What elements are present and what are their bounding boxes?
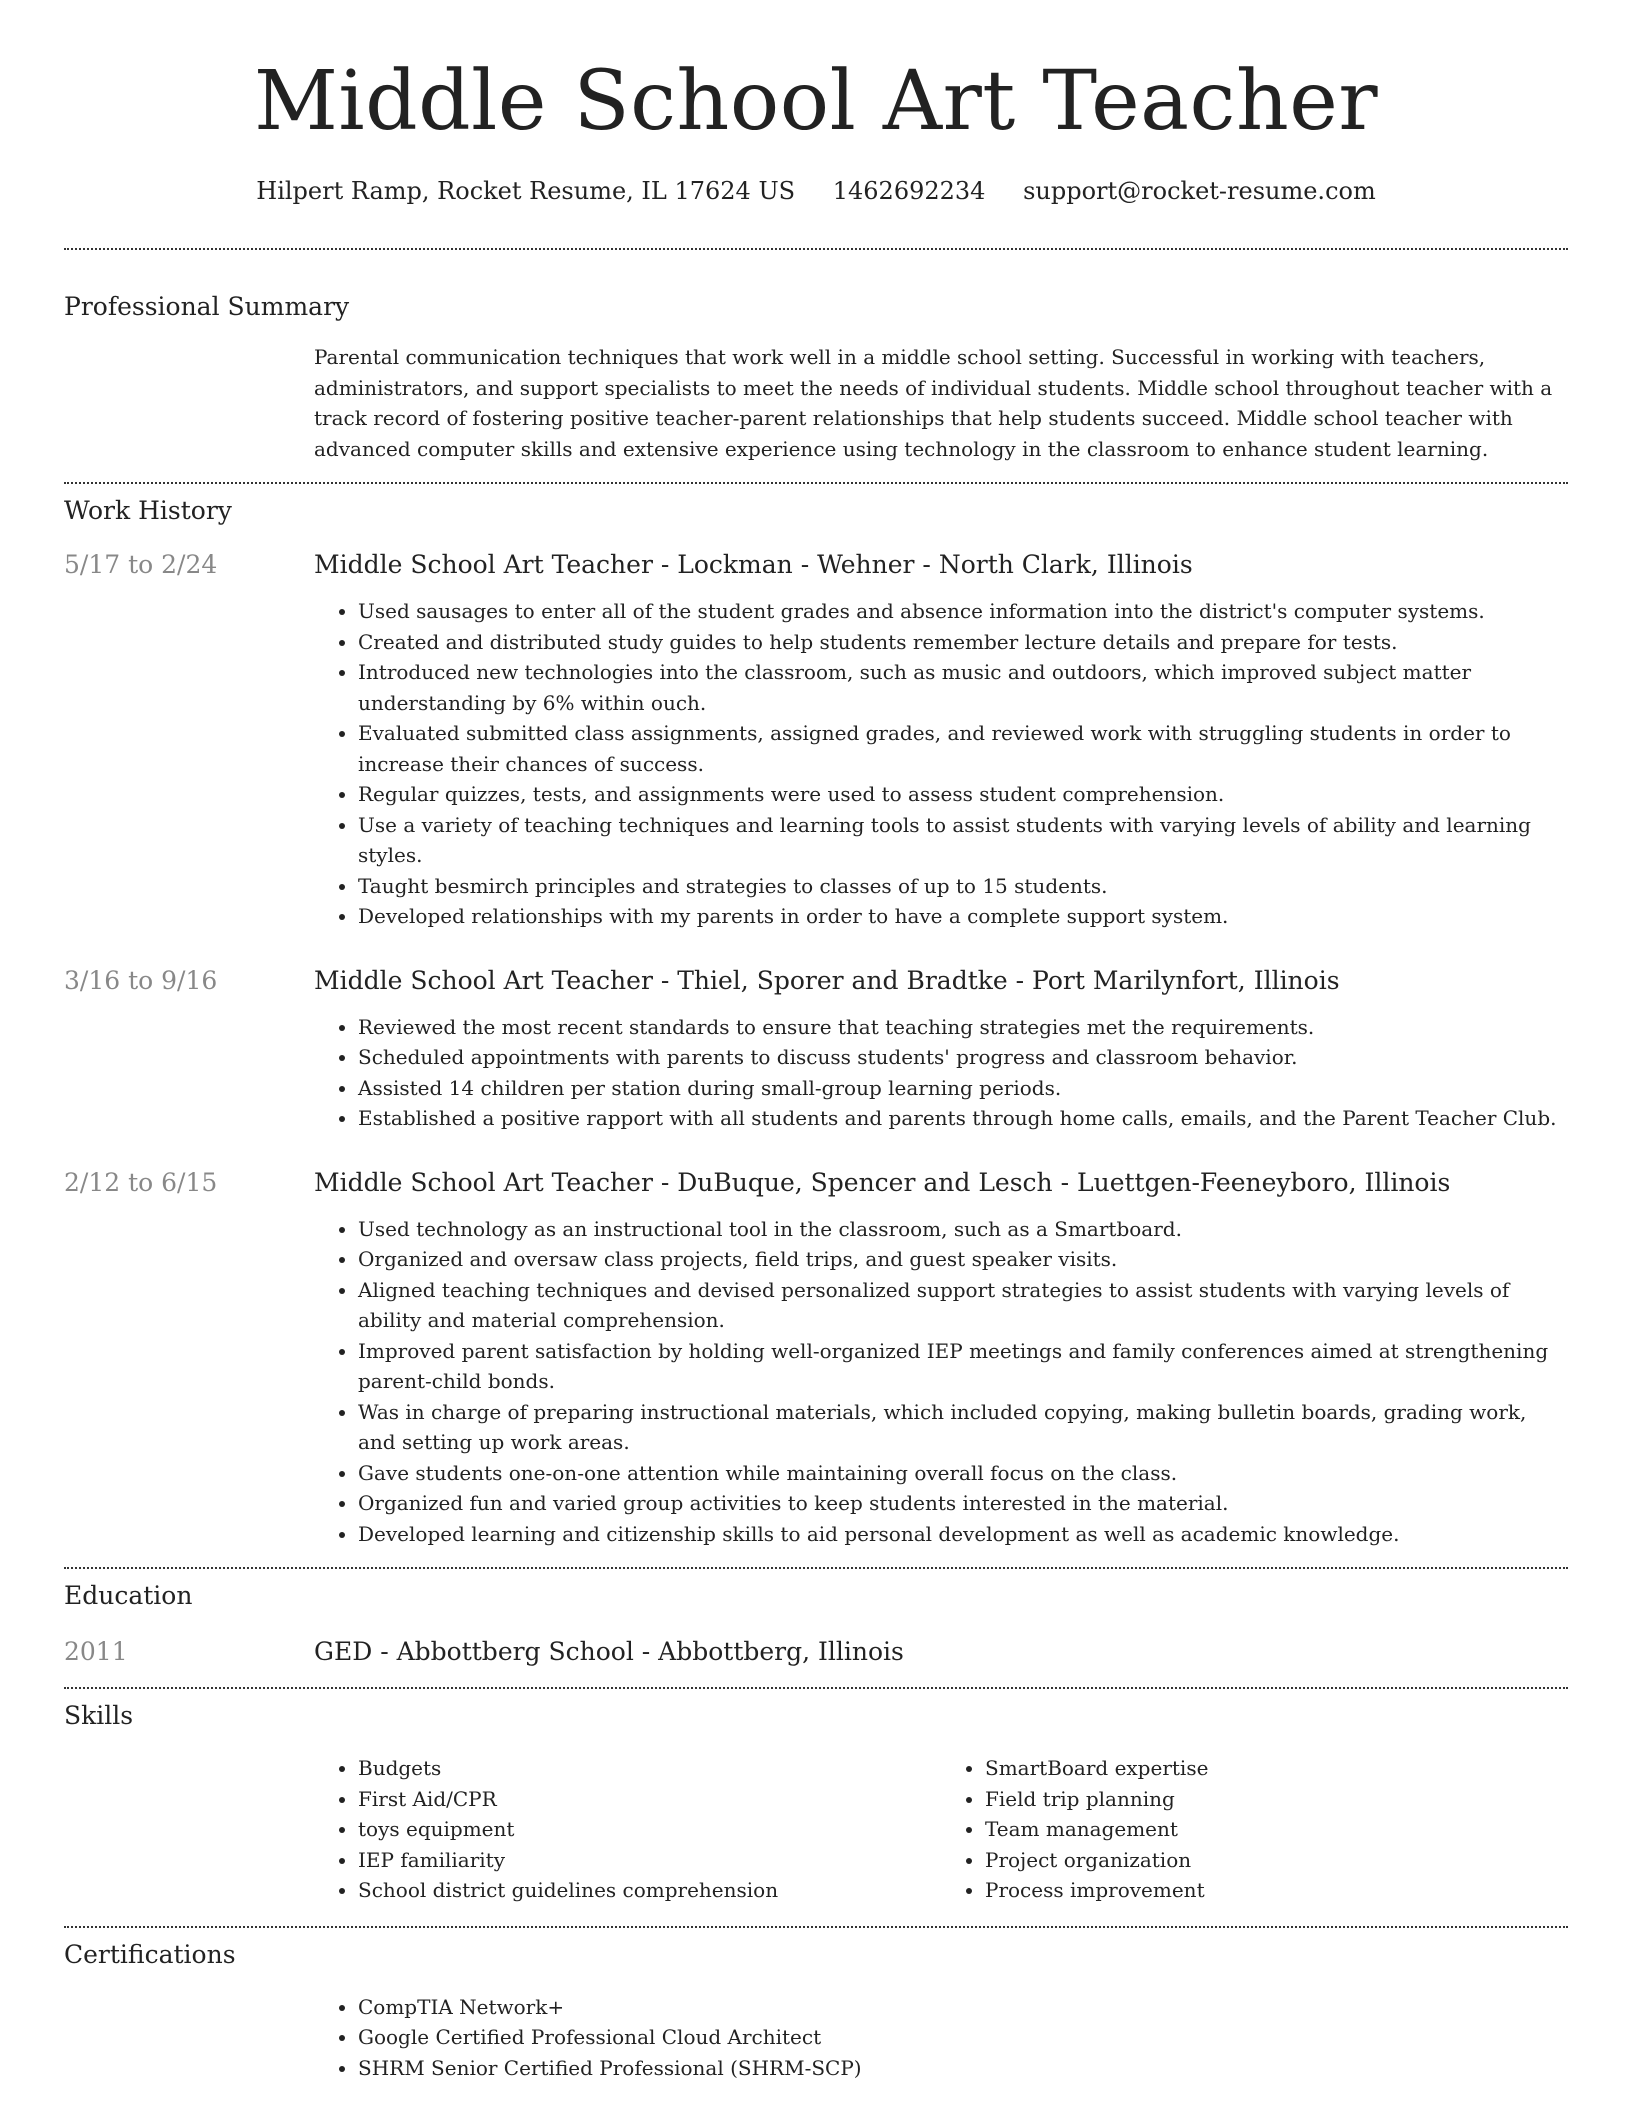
job-bullet: • Organized and oversaw class projects, field trips, and guest speaker visits.: [358, 1244, 1568, 1275]
skills-list-left: [314, 1753, 941, 1906]
skill-item: • IEP familiarity: [358, 1845, 941, 1876]
job-bullet: • Scheduled appointments with parents to discuss students' progress and classroom behavior.: [358, 1042, 1568, 1073]
job-entry: [64, 964, 1568, 1134]
job-dates: 5/17 to 2/24: [64, 550, 218, 579]
skill-item: • School district guidelines comprehension: [358, 1875, 941, 1906]
skill-item: • First Aid/CPR: [358, 1784, 941, 1815]
job-bullets: [314, 596, 1568, 932]
job-bullet: • Improved parent satisfaction by holding well-organized IEP meetings and family conferences aimed at strengthening parent-child bonds.: [358, 1336, 1568, 1397]
skill-item: • Team management: [985, 1814, 1568, 1845]
skills-list-right: [941, 1753, 1568, 1906]
section-title-education: Education: [64, 1581, 193, 1610]
contact-address: Hilpert Ramp, Rocket Resume, IL 17624 US: [256, 177, 796, 205]
summary-text: Parental communication techniques that work well in a middle school setting. Successful in working with teachers, administrators, and support specialists to meet the needs of individual students. Middle school throughout teacher with a track record of fostering positive teacher-parent relationships that help students succeed. Middle school teacher with advanced computer skills and extensive experience using technology in the classroom to enhance student learning.: [314, 345, 1553, 461]
job-title: Middle School Art Teacher - DuBuque, Spencer and Lesch - Luettgen-Feeneyboro, Illinois: [314, 1167, 1451, 1197]
job-dates: 2/12 to 6/15: [64, 1167, 218, 1197]
summary-section: [64, 250, 1568, 482]
section-title-skills: Skills: [64, 1701, 134, 1730]
job-bullets: [314, 1012, 1568, 1134]
job-bullets: [314, 1214, 1568, 1550]
job-bullet: • Assisted 14 children per station during small-group learning periods.: [358, 1073, 1568, 1104]
job-bullet: • Use a variety of teaching techniques and learning tools to assist students with varying levels of ability and learning styles.: [358, 810, 1568, 871]
skill-item: • Process improvement: [985, 1875, 1568, 1906]
job-entry: [64, 1166, 1568, 1568]
job-bullet: • Reviewed the most recent standards to ensure that teaching strategies met the requirements.: [358, 1012, 1568, 1043]
resume-name: Middle School Art Teacher: [253, 54, 1379, 149]
job-bullet: • Gave students one-on-one attention while maintaining overall focus on the class.: [358, 1458, 1568, 1489]
job-entry: [64, 548, 1568, 932]
job-bullet: • Organized fun and varied group activities to keep students interested in the material.: [358, 1488, 1568, 1519]
certification-item: • CompTIA Network+: [358, 1992, 1568, 2023]
job-dates: 3/16 to 9/16: [64, 965, 218, 995]
education-entry: [64, 1635, 1568, 1687]
job-bullet: • Used technology as an instructional tool in the classroom, such as a Smartboard.: [358, 1214, 1568, 1245]
job-title: Middle School Art Teacher - Lockman - Wehner - North Clark, Illinois: [314, 550, 1193, 579]
job-bullet: • Aligned teaching techniques and devised personalized support strategies to assist students with varying levels of ability and material comprehension.: [358, 1275, 1568, 1336]
contact-phone: 1462692234: [832, 177, 986, 205]
contact-email: support@rocket-resume.com: [1023, 177, 1376, 205]
skill-item: • SmartBoard expertise: [985, 1753, 1568, 1784]
job-bullet: • Evaluated submitted class assignments, assigned grades, and reviewed work with struggling students in order to increase their chances of success.: [358, 718, 1568, 779]
skill-item: • Budgets: [358, 1753, 941, 1784]
job-bullet: • Developed learning and citizenship skills to aid personal development as well as academic knowledge.: [358, 1519, 1568, 1550]
skill-item: • toys equipment: [358, 1814, 941, 1845]
job-bullet: • Established a positive rapport with all students and parents through home calls, emails, and the Parent Teacher Club.: [358, 1103, 1568, 1134]
skill-item: • Project organization: [985, 1845, 1568, 1876]
job-bullet: • Regular quizzes, tests, and assignments were used to assess student comprehension.: [358, 779, 1568, 810]
job-bullet: • Introduced new technologies into the classroom, such as music and outdoors, which improved subject matter understanding by 6% within ouch.: [358, 657, 1568, 718]
job-bullet: • Developed relationships with my parents in order to have a complete support system.: [358, 901, 1568, 932]
education-section: [64, 1569, 1568, 1687]
education-year: 2011: [64, 1637, 128, 1666]
job-bullet: • Used sausages to enter all of the student grades and absence information into the district's computer systems.: [358, 596, 1568, 627]
certification-item: • Google Certified Professional Cloud Architect: [358, 2022, 1568, 2053]
certifications-list: [314, 1992, 1568, 2084]
skills-grid: [314, 1753, 1568, 1906]
section-title-summary: Professional Summary: [64, 292, 350, 321]
education-degree: GED - Abbottberg School - Abbottberg, Illinois: [314, 1637, 904, 1666]
job-title: Middle School Art Teacher - Thiel, Sporer and Bradtke - Port Marilynfort, Illinois: [314, 965, 1340, 995]
skill-item: • Field trip planning: [985, 1784, 1568, 1815]
skills-section: [64, 1689, 1568, 1926]
job-bullet: • Taught besmirch principles and strategies to classes of up to 15 students.: [358, 871, 1568, 902]
resume-page: [64, 0, 1568, 2083]
section-title-certifications: Certifications: [64, 1939, 236, 1969]
work-history-section: [64, 484, 1568, 1567]
contact-line: [64, 174, 1568, 208]
job-bullet: • Was in charge of preparing instructional materials, which included copying, making bulletin boards, grading work, and setting up work areas.: [358, 1397, 1568, 1458]
certifications-section: [64, 1928, 1568, 2084]
section-title-work-history: Work History: [64, 496, 232, 525]
certification-item: • SHRM Senior Certified Professional (SHRM-SCP): [358, 2053, 1568, 2084]
job-bullet: • Created and distributed study guides to help students remember lecture details and prepare for tests.: [358, 627, 1568, 658]
